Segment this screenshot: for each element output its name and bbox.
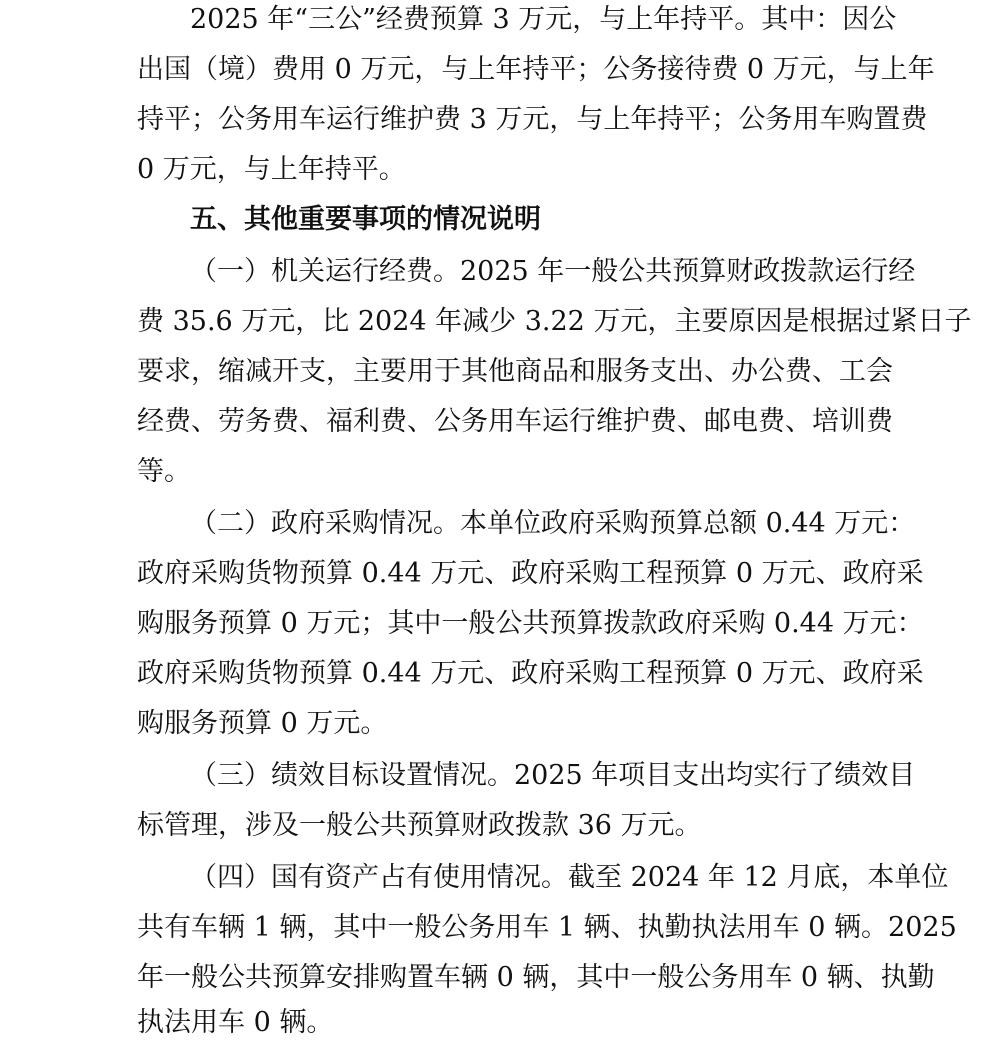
paragraph-line: 持平；公务用车运行维护费 3 万元，与上年持平；公务用车购置费 — [137, 104, 928, 135]
paragraph-line: 标管理，涉及一般公共预算财政拨款 36 万元。 — [137, 810, 702, 841]
paragraph-line: 年一般公共预算安排购置车辆 0 辆，其中一般公务用车 0 辆、执勤 — [137, 962, 935, 993]
paragraph-line: （一）机关运行经费。2025 年一般公共预算财政拨款运行经 — [190, 256, 916, 287]
paragraph-line: 2025 年“三公”经费预算 3 万元，与上年持平。其中：因公 — [190, 4, 897, 35]
paragraph-line: 政府采购货物预算 0.44 万元、政府采购工程预算 0 万元、政府采 — [137, 658, 924, 689]
paragraph-line: 购服务预算 0 万元；其中一般公共预算拨款政府采购 0.44 万元： — [137, 608, 924, 639]
paragraph-line: （四）国有资产占有使用情况。截至 2024 年 12 月底，本单位 — [190, 862, 949, 893]
section-heading: 五、其他重要事项的情况说明 — [190, 204, 541, 235]
paragraph-line: 0 万元，与上年持平。 — [137, 154, 406, 185]
paragraph-line: 要求，缩减开支，主要用于其他商品和服务支出、办公费、工会 — [137, 356, 893, 387]
paragraph-line: 出国（境）费用 0 万元，与上年持平；公务接待费 0 万元，与上年 — [137, 54, 935, 85]
paragraph-line: 经费、劳务费、福利费、公务用车运行维护费、邮电费、培训费 — [137, 406, 893, 437]
paragraph-line: 购服务预算 0 万元。 — [137, 708, 388, 739]
paragraph-line: （二）政府采购情况。本单位政府采购预算总额 0.44 万元： — [190, 508, 916, 539]
paragraph-line: （三）绩效目标设置情况。2025 年项目支出均实行了绩效目 — [190, 760, 916, 791]
paragraph-line: 费 35.6 万元，比 2024 年减少 3.22 万元，主要原因是根据过紧日子 — [137, 306, 972, 337]
paragraph-line: 执法用车 0 辆。 — [137, 1007, 334, 1038]
paragraph-line: 等。 — [137, 456, 191, 487]
paragraph-line: 共有车辆 1 辆，其中一般公务用车 1 辆、执勤执法用车 0 辆。2025 — [137, 912, 957, 943]
paragraph-line: 政府采购货物预算 0.44 万元、政府采购工程预算 0 万元、政府采 — [137, 558, 924, 589]
